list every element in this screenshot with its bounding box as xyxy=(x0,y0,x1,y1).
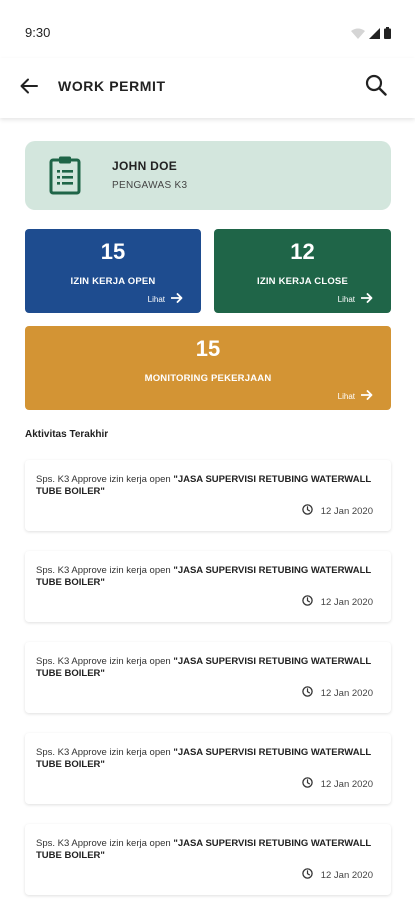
clock-icon xyxy=(302,686,313,700)
open-label: IZIN KERJA OPEN xyxy=(70,276,156,287)
profile-card xyxy=(25,141,391,210)
clock-icon xyxy=(302,504,313,518)
activity-subject: "JASA SUPERVISI RETUBING WATERWALL TUBE BOILER" xyxy=(36,474,372,497)
page-title: WORK PERMIT xyxy=(58,78,166,94)
activity-text xyxy=(36,474,376,498)
activity-date xyxy=(302,595,373,609)
izin-kerja-open-card[interactable] xyxy=(25,229,201,313)
monitor-lihat-link[interactable] xyxy=(338,390,373,402)
activity-date-text: 12 Jan 2020 xyxy=(320,596,373,608)
user-role: PENGAWAS K3 xyxy=(112,180,188,191)
user-name: JOHN DOE xyxy=(112,159,178,173)
monitoring-pekerjaan-card[interactable] xyxy=(25,326,391,410)
activity-text xyxy=(36,747,376,771)
activity-subject: "JASA SUPERVISI RETUBING WATERWALL TUBE BOILER" xyxy=(36,747,372,770)
lihat-label: Lihat xyxy=(147,294,165,304)
arrow-right-icon xyxy=(171,293,183,305)
activity-date-text: 12 Jan 2020 xyxy=(320,778,373,790)
activity-date-text: 12 Jan 2020 xyxy=(320,505,373,517)
activity-prefix: Sps. K3 Approve izin kerja open xyxy=(36,656,174,667)
arrow-right-icon xyxy=(361,390,373,402)
activity-prefix: Sps. K3 Approve izin kerja open xyxy=(36,474,174,485)
clock-icon xyxy=(302,595,313,609)
signal-icon xyxy=(369,26,380,44)
activity-text xyxy=(36,565,376,589)
activity-date xyxy=(302,868,373,882)
activity-subject: "JASA SUPERVISI RETUBING WATERWALL TUBE BOILER" xyxy=(36,656,372,679)
activity-text xyxy=(36,838,376,862)
back-button[interactable] xyxy=(15,74,43,102)
battery-icon xyxy=(384,26,391,44)
close-lihat-link[interactable] xyxy=(338,293,373,305)
activity-text xyxy=(36,656,376,680)
app-bar xyxy=(0,58,415,118)
activity-prefix: Sps. K3 Approve izin kerja open xyxy=(36,838,174,849)
clock-icon xyxy=(302,868,313,882)
activity-date xyxy=(302,777,373,791)
open-count: 15 xyxy=(100,239,126,264)
arrow-left-icon xyxy=(20,78,38,99)
activity-date xyxy=(302,686,373,700)
activity-subject: "JASA SUPERVISI RETUBING WATERWALL TUBE BOILER" xyxy=(36,838,372,861)
monitor-count: 15 xyxy=(195,336,221,361)
search-button[interactable] xyxy=(361,72,391,102)
activity-item[interactable] xyxy=(25,733,391,804)
status-bar xyxy=(0,0,415,58)
monitor-label: MONITORING PEKERJAAN xyxy=(144,373,272,384)
lihat-label: Lihat xyxy=(337,294,355,304)
close-count: 12 xyxy=(290,239,315,264)
close-label: IZIN KERJA CLOSE xyxy=(257,276,348,287)
wifi-icon xyxy=(351,26,365,44)
lihat-label: Lihat xyxy=(337,391,355,401)
activity-item[interactable] xyxy=(25,460,391,531)
activity-item[interactable] xyxy=(25,824,391,895)
open-lihat-link[interactable] xyxy=(148,293,183,305)
activity-prefix: Sps. K3 Approve izin kerja open xyxy=(36,747,174,758)
activity-item[interactable] xyxy=(25,551,391,622)
activity-date xyxy=(302,504,373,518)
clock-icon xyxy=(302,777,313,791)
status-icons xyxy=(351,26,391,44)
status-time: 9:30 xyxy=(25,25,51,40)
izin-kerja-close-card[interactable] xyxy=(214,229,391,313)
activity-prefix: Sps. K3 Approve izin kerja open xyxy=(36,565,174,576)
arrow-right-icon xyxy=(361,293,373,305)
activity-date-text: 12 Jan 2020 xyxy=(320,687,373,699)
activity-subject: "JASA SUPERVISI RETUBING WATERWALL TUBE BOILER" xyxy=(36,565,372,588)
search-icon xyxy=(365,74,387,101)
clipboard-icon xyxy=(48,155,82,200)
activity-item[interactable] xyxy=(25,642,391,713)
activity-section-title: Aktivitas Terakhir xyxy=(25,429,109,440)
activity-date-text: 12 Jan 2020 xyxy=(320,869,373,881)
